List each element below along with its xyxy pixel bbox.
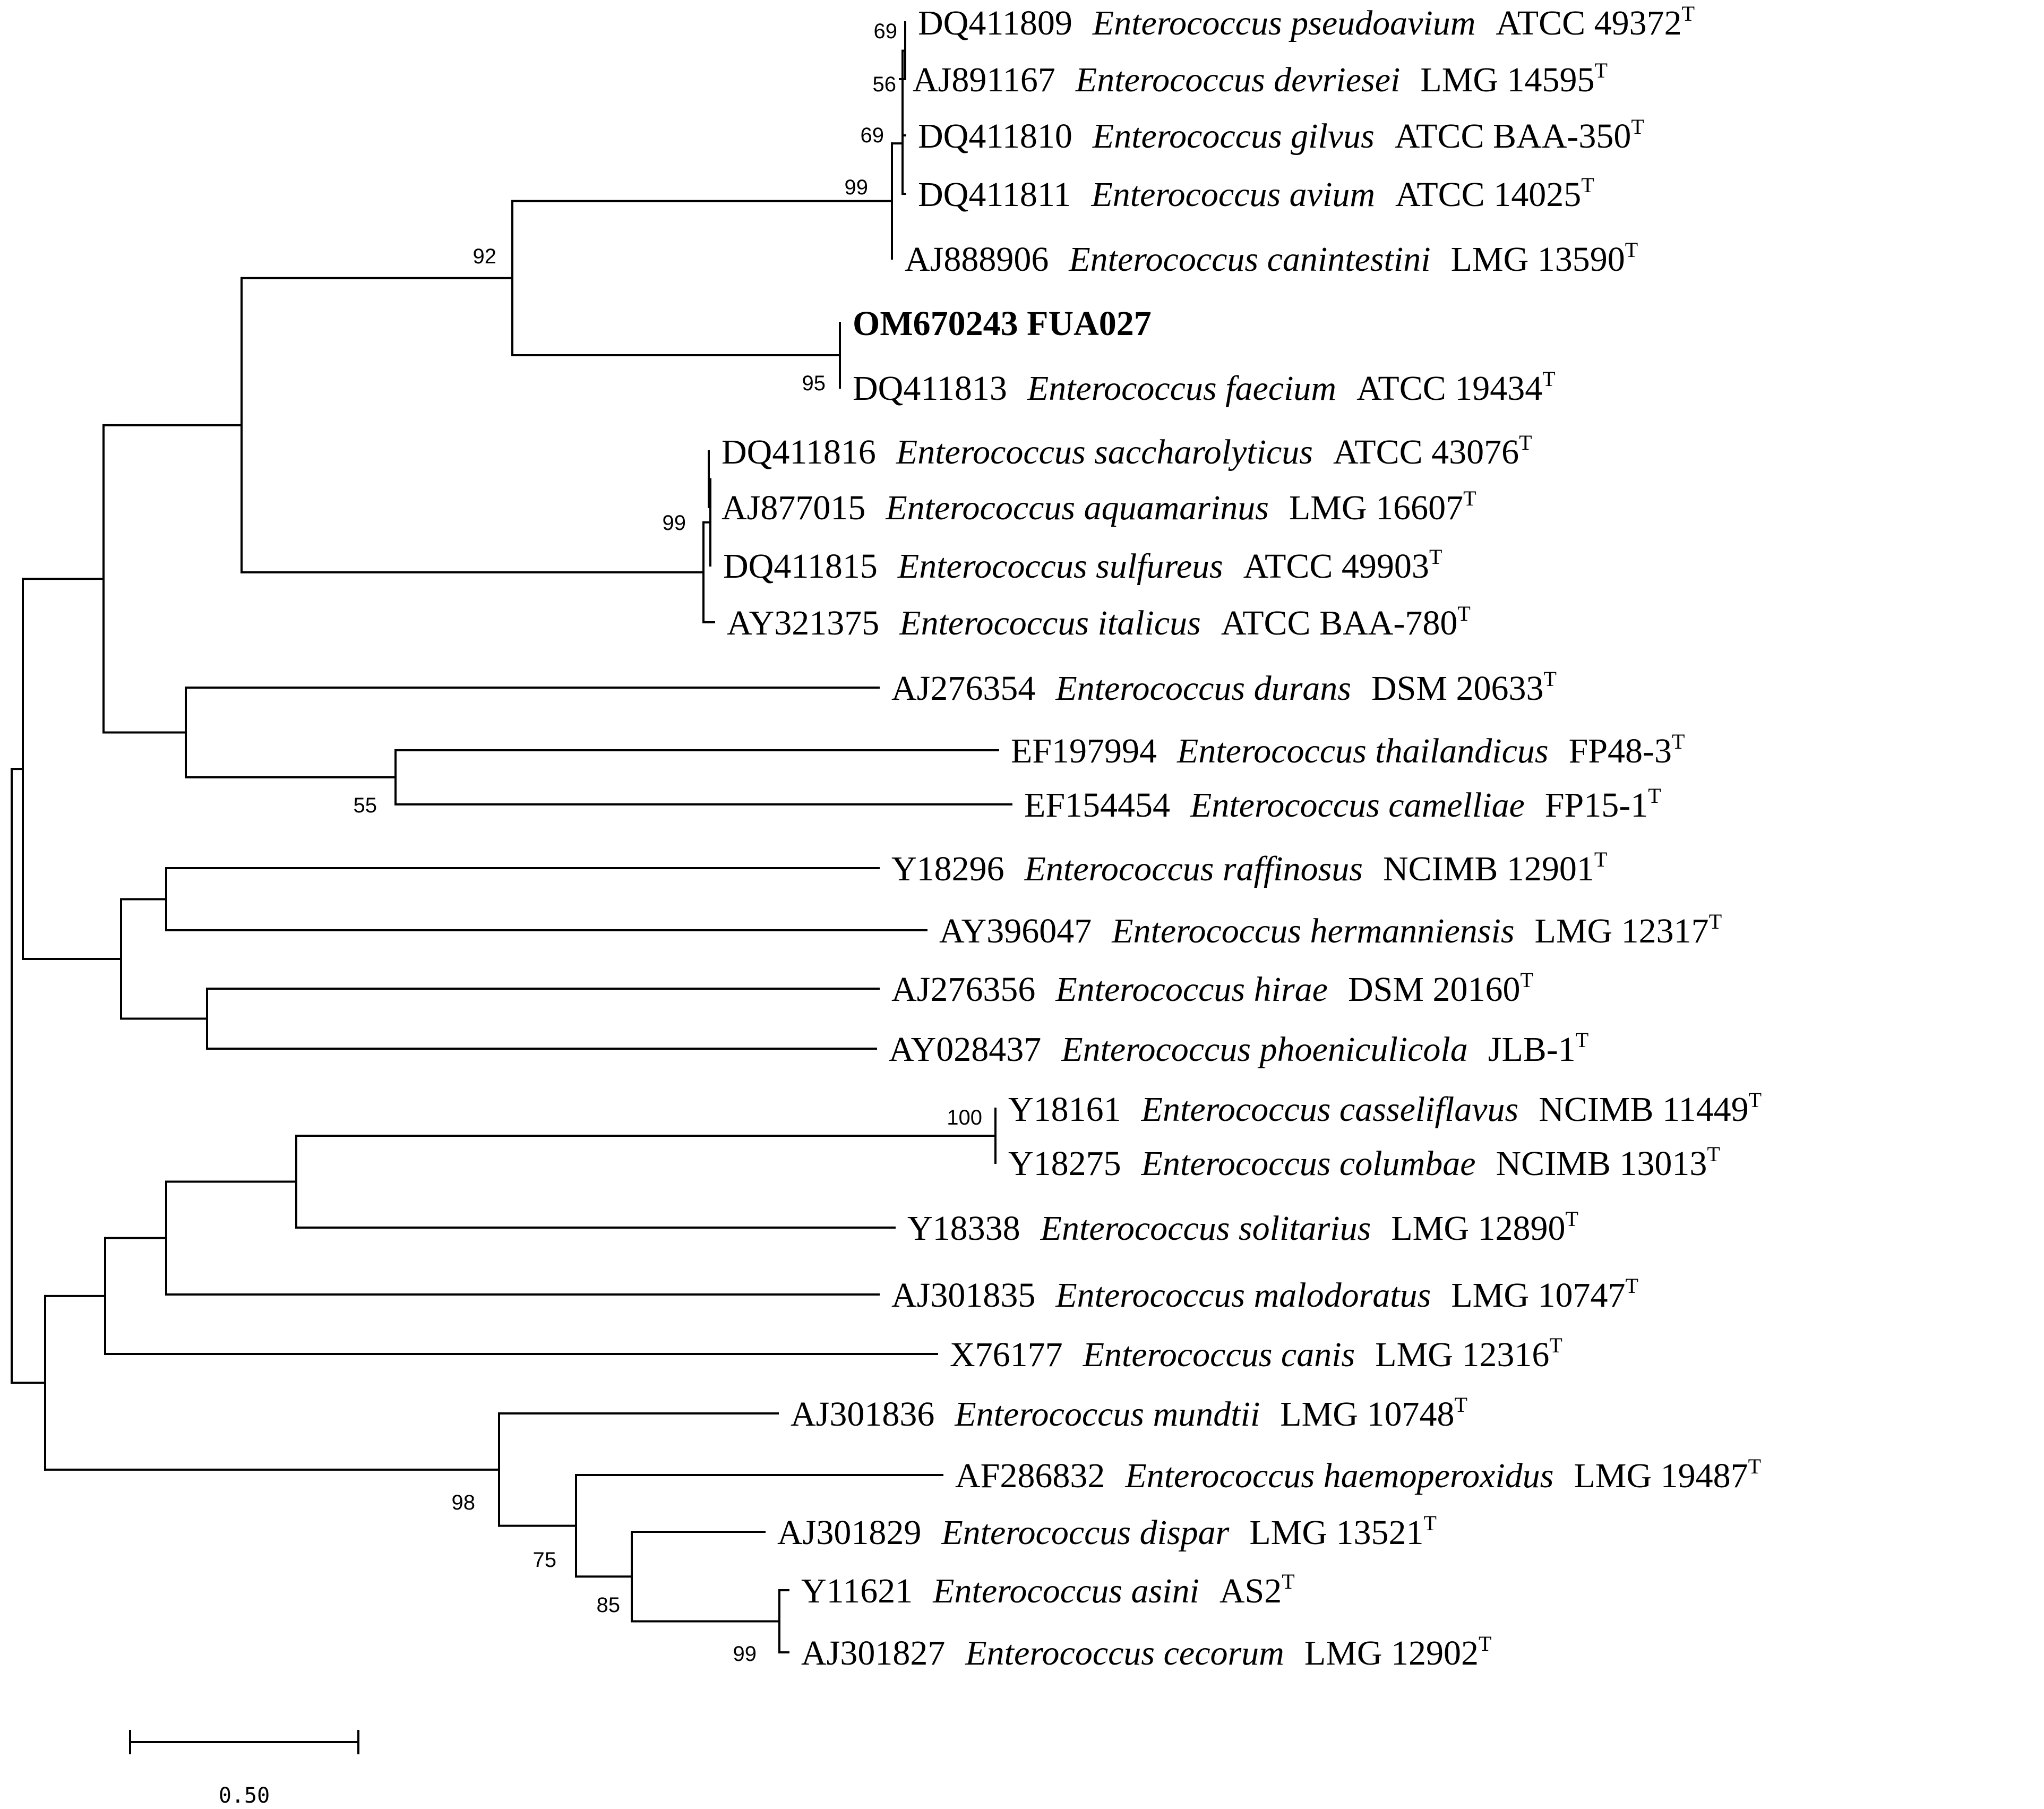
strain-designation: ATCC BAA-350 [1394,117,1631,156]
species-name: Enterococcus durans [1055,669,1351,708]
tree-tip-labels [722,2,1762,1673]
bootstrap-value: 100 [947,1106,982,1129]
accession-number: DQ411813 [853,369,1007,408]
strain-designation: LMG 14595 [1420,61,1595,99]
accession-number: AJ301829 [777,1513,922,1552]
type-strain-superscript: T [1748,1088,1762,1112]
type-strain-superscript: T [1565,1207,1578,1231]
tip-label [1024,784,1661,825]
species-name: Enterococcus hirae [1055,970,1328,1009]
tip-label [950,1333,1562,1374]
type-strain-superscript: T [1429,545,1442,569]
type-strain-superscript: T [1423,1511,1437,1535]
accession-number: DQ411810 [918,117,1072,156]
strain-designation: LMG 19487 [1574,1456,1748,1495]
bootstrap-value: 69 [860,124,884,147]
bootstrap-value: 75 [533,1548,556,1572]
strain-designation: FP48-3 [1568,732,1672,770]
strain-designation: LMG 13590 [1450,240,1625,279]
accession-number: AJ301835 [891,1276,1036,1315]
strain-designation: JLB-1 [1488,1030,1576,1069]
bootstrap-value: 92 [473,245,496,268]
accession-number: Y18161 [1008,1090,1121,1129]
species-name: Enterococcus thailandicus [1177,732,1549,770]
type-strain-superscript: T [1575,1028,1589,1052]
strain-designation: LMG 12902 [1304,1634,1479,1673]
accession-number: AJ891167 [913,61,1055,99]
species-name: Enterococcus canintestini [1069,240,1431,279]
species-name: Enterococcus italicus [899,604,1201,642]
accession-number: DQ411816 [722,433,876,471]
species-name: Enterococcus aquamarinus [886,488,1269,527]
species-name: Enterococcus gilvus [1092,117,1375,156]
bootstrap-value: 98 [451,1491,475,1514]
strain-designation: LMG 10747 [1451,1276,1626,1315]
tip-label [791,1393,1467,1434]
type-strain-superscript: T [1748,1454,1762,1478]
accession-number: AJ888906 [905,240,1049,279]
bootstrap-value: 55 [353,794,377,817]
type-strain-superscript: T [1543,667,1557,691]
strain-designation: ATCC 43076 [1333,433,1519,471]
strain-designation: DSM 20160 [1347,970,1521,1009]
strain-designation: FP15-1 [1544,786,1648,825]
accession-number: DQ411815 [723,547,878,586]
bootstrap-value: 99 [844,176,868,199]
tip-label [955,1454,1761,1495]
type-strain-superscript: T [1463,486,1476,510]
strain-designation: ATCC BAA-780 [1221,604,1458,642]
bootstrap-value: 85 [596,1593,620,1617]
accession-number: Y11621 [801,1572,913,1610]
accession-number: OM670243 FUA027 [853,304,1152,343]
bootstrap-value: 56 [872,73,896,96]
accession-number: AJ301827 [801,1634,946,1673]
type-strain-superscript: T [1542,367,1556,391]
type-strain-superscript: T [1519,431,1532,455]
species-name: Enterococcus devriesei [1075,61,1401,99]
strain-designation: ATCC 49903 [1243,547,1429,586]
accession-number: DQ411811 [918,175,1071,214]
accession-number: AJ301836 [791,1395,935,1434]
accession-number: EF154454 [1024,786,1171,825]
accession-number: AF286832 [955,1456,1105,1495]
strain-designation: DSM 20633 [1371,669,1544,708]
tip-label [801,1570,1295,1610]
type-strain-superscript: T [1625,238,1638,262]
type-strain-superscript: T [1479,1632,1492,1656]
accession-number: Y18338 [907,1209,1020,1248]
tip-label [722,431,1532,471]
tip-label [891,847,1607,888]
species-name: Enterococcus faecium [1027,369,1337,408]
tip-label [853,304,1152,343]
tip-label [918,115,1644,156]
tip-label [889,1028,1588,1069]
accession-number: AJ276354 [891,669,1036,708]
tip-label [913,58,1608,99]
type-strain-superscript: T [1454,1393,1467,1417]
bootstrap-value: 69 [873,20,897,43]
accession-number: AY028437 [889,1030,1042,1069]
species-name: Enterococcus camelliae [1190,786,1525,825]
tip-label [918,2,1695,42]
species-name: Enterococcus canis [1083,1335,1355,1374]
strain-designation: AS2 [1219,1572,1282,1610]
type-strain-superscript: T [1707,1142,1720,1166]
type-strain-superscript: T [1625,1274,1638,1298]
scale-bar [130,1731,358,1808]
accession-number: EF197994 [1011,732,1157,770]
accession-number: AY396047 [939,912,1092,950]
strain-designation: LMG 12890 [1391,1209,1566,1248]
type-strain-superscript: T [1681,2,1695,25]
species-name: Enterococcus casseliflavus [1141,1090,1519,1129]
tip-label [1008,1142,1720,1183]
tip-label [727,602,1471,642]
type-strain-superscript: T [1708,910,1722,933]
type-strain-superscript: T [1672,730,1685,753]
strain-designation: LMG 13521 [1249,1513,1424,1552]
accession-number: Y18296 [891,850,1004,888]
accession-number: Y18275 [1008,1144,1121,1183]
species-name: Enterococcus hermanniensis [1112,912,1515,950]
type-strain-superscript: T [1631,115,1644,139]
tip-label [722,486,1476,527]
scale-bar-label: 0.50 [218,1784,270,1808]
species-name: Enterococcus mundtii [955,1395,1260,1434]
tip-label [918,173,1594,214]
bootstrap-value: 99 [733,1642,757,1666]
bootstrap-value: 99 [662,511,686,535]
type-strain-superscript: T [1549,1333,1562,1357]
type-strain-superscript: T [1520,968,1533,992]
accession-number: X76177 [950,1335,1063,1374]
type-strain-superscript: T [1581,173,1594,197]
species-name: Enterococcus pseudoavium [1092,4,1476,42]
species-name: Enterococcus avium [1091,175,1375,214]
strain-designation: ATCC 14025 [1395,175,1582,214]
tip-label [891,667,1557,708]
species-name: Enterococcus malodoratus [1055,1276,1431,1315]
tip-label [891,1274,1638,1315]
strain-designation: NCIMB 11449 [1539,1090,1749,1129]
species-name: Enterococcus raffinosus [1024,850,1363,888]
strain-designation: LMG 12317 [1534,912,1709,950]
type-strain-superscript: T [1457,602,1471,625]
accession-number: AJ877015 [722,488,866,527]
type-strain-superscript: T [1594,58,1608,82]
tip-label [777,1511,1437,1552]
strain-designation: LMG 10748 [1280,1395,1455,1434]
species-name: Enterococcus dispar [941,1513,1230,1552]
strain-designation: ATCC 19434 [1356,369,1543,408]
type-strain-superscript: T [1594,847,1608,871]
strain-designation: NCIMB 13013 [1496,1144,1707,1183]
species-name: Enterococcus sulfureus [897,547,1223,586]
strain-designation: NCIMB 12901 [1382,850,1594,888]
species-name: Enterococcus saccharolyticus [896,433,1313,471]
accession-number: DQ411809 [918,4,1072,42]
tip-label [891,968,1533,1009]
bootstrap-value: 95 [802,372,826,395]
tip-label [853,367,1556,408]
tip-label [939,910,1722,950]
species-name: Enterococcus haemoperoxidus [1125,1456,1554,1495]
species-name: Enterococcus cecorum [965,1634,1284,1673]
tip-label [723,545,1442,586]
species-name: Enterococcus asini [933,1572,1199,1610]
strain-designation: LMG 16607 [1289,488,1464,527]
tip-label [801,1632,1491,1673]
accession-number: AJ276356 [891,970,1036,1009]
accession-number: AY321375 [727,604,880,642]
type-strain-superscript: T [1282,1570,1295,1593]
tip-label [1008,1088,1762,1129]
tip-label [905,238,1638,279]
species-name: Enterococcus columbae [1141,1144,1476,1183]
tip-label [907,1207,1578,1248]
strain-designation: LMG 12316 [1375,1335,1550,1374]
species-name: Enterococcus solitarius [1040,1209,1371,1248]
species-name: Enterococcus phoeniculicola [1061,1030,1468,1069]
strain-designation: ATCC 49372 [1496,4,1682,42]
tip-label [1011,730,1685,770]
type-strain-superscript: T [1648,784,1661,808]
